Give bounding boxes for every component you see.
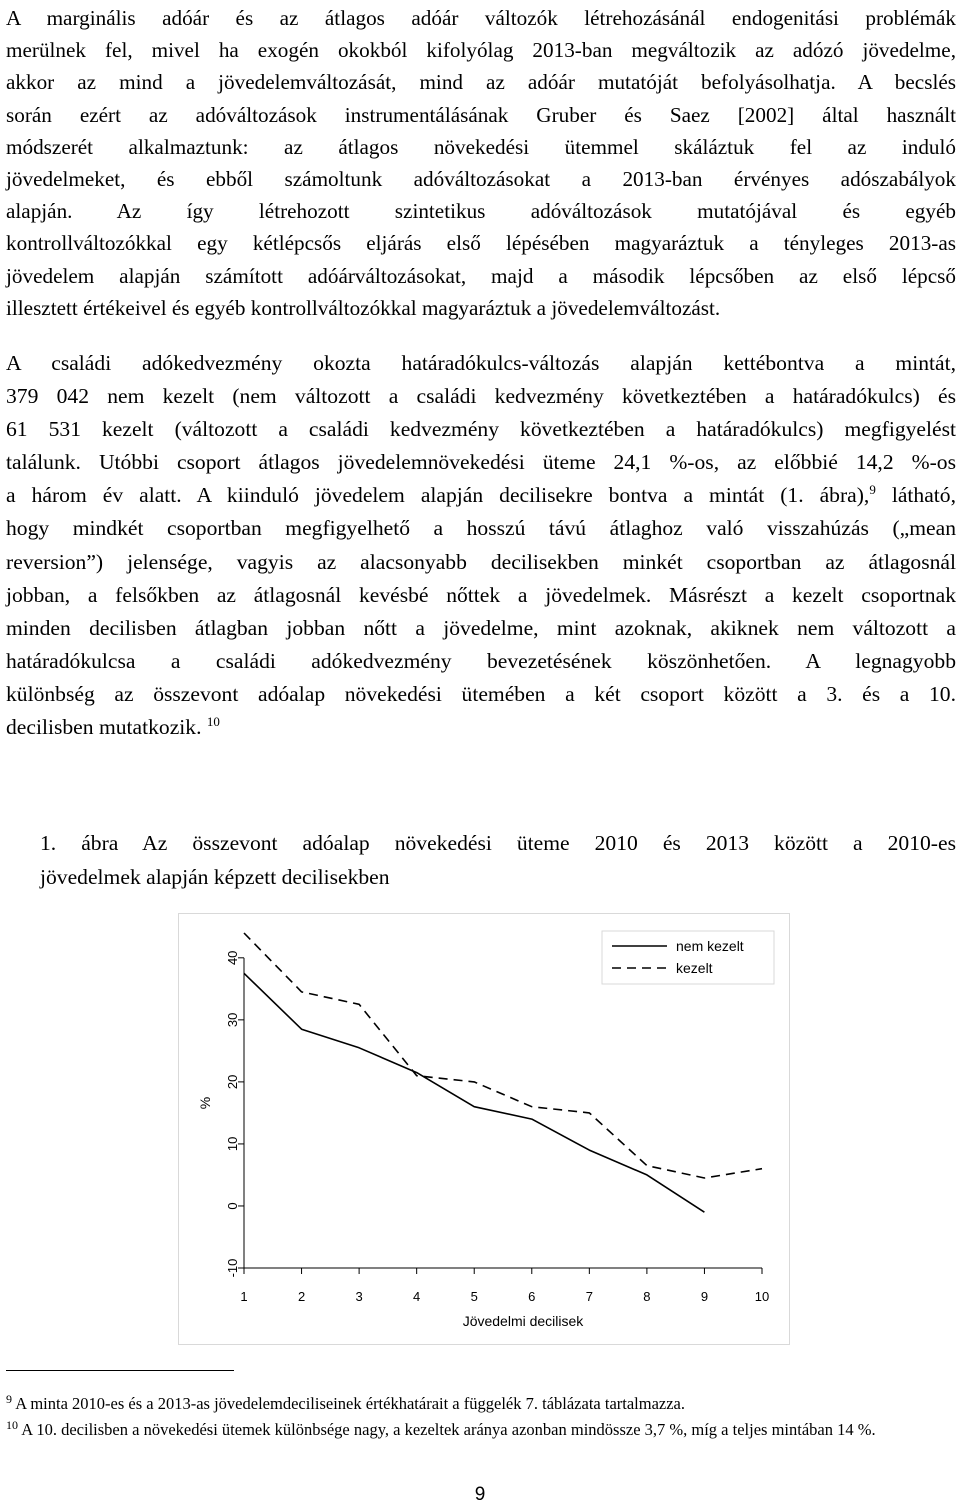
paragraph-line: minden decilisben átlagban jobban nőtt a jövedelme, mint azoknak, akiknek nem változott a xyxy=(6,615,956,640)
paragraph-line: során ezért az adóváltozások instrumentálásának Gruber és Saez [2002] által használt xyxy=(6,102,956,127)
paragraph-line: jobban, a felsőkben az átlagosnál kevésbé nőttek a jövedelmek. Másrészt a kezelt csoportnak xyxy=(6,582,956,607)
caption-line: 1. ábra Az összevont adóalap növekedési üteme 2010 és 2013 között a 2010-es xyxy=(40,831,956,855)
footnote-9 xyxy=(6,1393,685,1415)
paragraph-line xyxy=(6,711,956,744)
figure-caption xyxy=(40,826,956,894)
footnote-ref-9[interactable]: 9 xyxy=(869,482,876,498)
paragraph-line: találunk. Utóbbi csoport átlagos jövedelemnövekedési üteme 24,1 %-os, az előbbié 14,2 %-os xyxy=(6,450,956,475)
paragraph-line: A családi adókedvezmény okozta határadókulcs-változás alapján kettébontva a mintát, xyxy=(6,351,956,375)
footnote-text: A 10. decilisben a növekedési ütemek különbsége nagy, a kezeltek aránya azonban mindössze 3,7 %, míg a teljes mintában 14 %. xyxy=(18,1420,876,1439)
paragraph-line: alapján. Az így létrehozott szintetikus adóváltozások mutatójával és egyéb xyxy=(6,199,956,224)
x-tick-label: 8 xyxy=(643,1289,651,1304)
paragraph-line: 379 042 nem kezelt (nem változott a családi kedvezmény következtében a határadókulcs) és xyxy=(6,384,956,409)
footnote-number: 9 xyxy=(6,1392,12,1406)
footnote-10 xyxy=(6,1419,956,1441)
y-tick-label: -10 xyxy=(225,1258,240,1278)
y-tick-label: 40 xyxy=(225,950,240,966)
paragraph-line: hogy mindkét csoportban megfigyelhető a hosszú távú átlaghoz való visszahúzás („mean xyxy=(6,516,956,541)
x-tick-label: 3 xyxy=(355,1289,363,1304)
paragraph-text: decilisben mutatkozik. xyxy=(6,715,202,740)
paragraph-line: A marginális adóár és az átlagos adóár változók létrehozásánál endogenitási problémák xyxy=(6,6,956,30)
y-tick-label: 30 xyxy=(225,1012,240,1028)
footnote-ref-10[interactable]: 10 xyxy=(206,714,220,730)
paragraph-text: látható, xyxy=(875,483,957,508)
x-tick-label: 2 xyxy=(297,1289,306,1304)
footnote-text: A minta 2010-es és a 2013-as jövedelemdeciliseinek értékhatárait a függelék 7. táblázata tartalmazza. xyxy=(12,1394,686,1413)
footnote-divider xyxy=(6,1370,234,1371)
y-tick-label: 20 xyxy=(225,1074,240,1090)
legend-label: nem kezelt xyxy=(676,938,744,954)
x-tick-label: 5 xyxy=(470,1289,478,1304)
paragraph-line: reversion”) jelensége, vagyis az alacsonyabb decilisekben minkét csoportban az átlagosnál xyxy=(6,549,956,574)
footnote-number: 10 xyxy=(6,1418,18,1432)
x-tick-label: 1 xyxy=(240,1289,248,1304)
paragraph-line: jövedelem alapján számított adóárváltozásokat, majd a második lépcsőben az első lépcső xyxy=(6,263,956,288)
chart-legend xyxy=(602,931,774,984)
paragraph-endogeneity xyxy=(6,2,956,324)
legend-label: kezelt xyxy=(676,960,713,976)
x-tick-label: 7 xyxy=(585,1289,593,1304)
x-axis-title: Jövedelmi decilisek xyxy=(462,1313,584,1329)
x-tick-label: 10 xyxy=(754,1289,770,1304)
x-tick-label: 4 xyxy=(413,1289,421,1304)
y-tick-label: 0 xyxy=(225,1202,240,1210)
paragraph-line: kontrollváltozókkal egy kétlépcsős eljárás első lépésében magyaráztuk a tényleges 2013-as xyxy=(6,231,956,256)
paragraph-line: 61 531 kezelt (változott a családi kedvezmény következtében a határadókulcs) megfigyelést xyxy=(6,417,956,442)
y-tick-label: 10 xyxy=(225,1136,240,1152)
paragraph-line: jövedelmeket, és ebből számoltunk adóváltozásokat a 2013-ban érvényes adószabályok xyxy=(6,167,956,192)
paragraph-line: merülnek fel, mivel ha exogén okokból kifolyólag 2013-ban megváltozik az adózó jövedelme, xyxy=(6,38,956,63)
paragraph-line: módszerét alkalmaztunk: az átlagos növekedési ütemmel skáláztuk fel az induló xyxy=(6,134,956,159)
y-axis-title: % xyxy=(197,1096,213,1110)
page-number: 9 xyxy=(474,1484,486,1505)
paragraph-line: akkor az mind a jövedelemváltozását, mind az adóár mutatóját befolyásolhatja. A becslés xyxy=(6,70,956,95)
paragraph-line xyxy=(6,479,956,512)
paragraph-line: illesztett értékeivel és egyéb kontrollváltozókkal magyaráztuk a jövedelemváltozást. xyxy=(6,295,721,320)
paragraph-line: határadókulcsa a családi adókedvezmény bevezetésének köszönhetően. A legnagyobb xyxy=(6,648,956,673)
paragraph-text: a három év alatt. A kiinduló jövedelem alapján decilisekre bontva a mintát (1. ábra), xyxy=(6,483,870,508)
x-tick-label: 9 xyxy=(700,1289,709,1304)
decile-growth-chart xyxy=(178,913,790,1345)
caption-line: jövedelmek alapján képzett decilisekben xyxy=(40,865,390,889)
paragraph-family-tax-benefit xyxy=(6,347,956,744)
x-tick-label: 6 xyxy=(528,1289,536,1304)
paragraph-line: különbség az összevont adóalap növekedési ütemében a két csoport között a 3. és a 10. xyxy=(6,681,956,706)
